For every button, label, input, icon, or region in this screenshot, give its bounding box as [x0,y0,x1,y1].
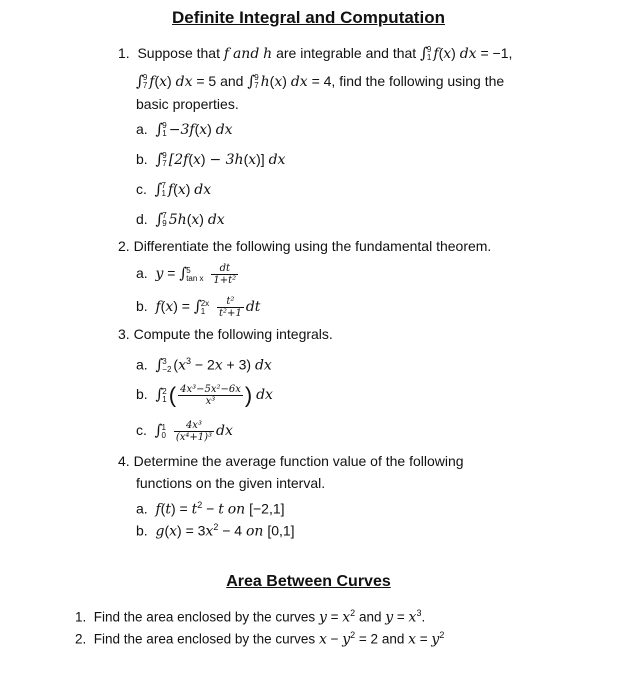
q4-item-a: a. $f(t) = t^2 - t$ on [−2,1] [136,500,285,518]
q1-line3: basic properties. [136,96,239,112]
q1-item-d: d. ∫ 7 9 5h(x) dx [136,210,225,229]
q4-item-b: b. $g(x) = 3x^2 - 4$ on [0,1] [136,522,295,540]
q2-item-a: a. y = ∫ 5 tan x $\frac{dt}{\text{1+t²}}$ [136,263,237,286]
q4-line2: functions on the given interval. [136,475,326,491]
page-title: Definite Integral and Computation [172,8,445,27]
q1-line2: ∫ 9 7 f(x) dx = 5 and ∫ 9 7 h(x) dx = 4, find the following using the [136,72,505,91]
q3-item-a: a. ∫ 3 −2 $(x^3 - 2x + 3)$ dx [136,355,272,374]
q3-item-b: b. ∫ 2 1 ( $\frac{\text{4x³−5x²−6x}}{\text{x³}}$ ) dx [136,382,273,408]
q1-line1: 1. Suppose that f and h are integrable and that ∫ 9 1 f(x) dx = −1, [118,44,513,63]
area-q2: 2. Find the area enclosed by the curves $x - y^2 = 2$ and $x = y^2$ [75,630,445,648]
q2-heading: 2. Differentiate the following using the fundamental theorem. [118,238,492,254]
q4-line1: 4. Determine the average function value of the following [118,453,464,469]
q3-heading: 3. Compute the following integrals. [118,326,333,342]
area-q1: 1. Find the area enclosed by the curves $y = x^2$ and $y = x^3$. [75,608,426,626]
q1-item-b: b. ∫ 9 7 [2f(x) − 3h(x)] dx [136,150,286,169]
section-title-area: Area Between Curves [226,573,391,590]
q1-item-a: a. ∫ 9 1 −3f(x) dx [136,120,233,139]
q2-item-b: b. f(x) = ∫ 2x 1 $\frac{\text{t²}}{\text{t²+1}}$ dt [136,296,261,319]
q3-item-c: c. ∫ 1 0 $\frac{\text{4x³}}{\text{(x⁴+1)³}}$ dx [136,420,233,443]
q1-item-c: c. ∫ 7 1 f(x) dx [136,180,212,199]
